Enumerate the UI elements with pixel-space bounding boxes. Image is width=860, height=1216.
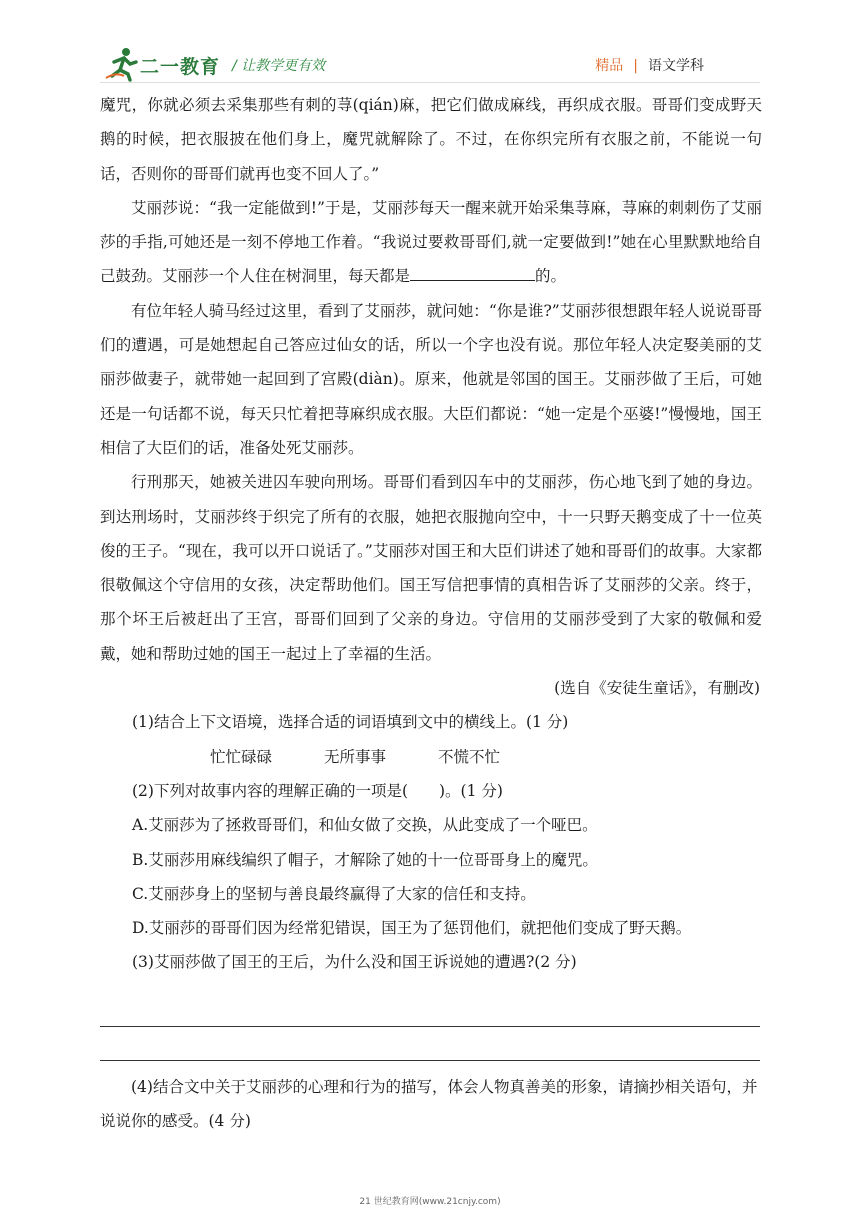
- source-citation: (选自《安徒生童话》，有删改): [554, 679, 760, 698]
- question-1: (1)结合上下文语境，选择合适的词语填到文中的横线上。(1 分): [132, 713, 569, 732]
- question-1-options: [100, 740, 762, 774]
- question-2: (2)下列对故事内容的理解正确的一项是( )。(1 分): [132, 781, 503, 800]
- slogan: / 让教学更有效: [232, 58, 326, 74]
- header-subject: [595, 55, 704, 75]
- question-2-option-c: C.艾丽莎身上的坚韧与善良最终赢得了大家的信任和支持。: [132, 884, 536, 903]
- question-2-option-a: A.艾丽莎为了拯救哥哥们，和仙女做了交换，从此变成了一个哑巴。: [132, 816, 598, 835]
- option-word: 忙忙碌碌: [210, 747, 273, 766]
- page-footer: 21 世纪教育网(www.21cnjy.com): [359, 1197, 501, 1207]
- page-header: [0, 0, 860, 88]
- paragraph-2-text: 艾丽莎说：“我一定能做到!”于是，艾丽莎每天一醒来就开始采集荨麻，荨麻的刺刺伤了艾丽莎的手指,可她还是一刻不停地工作着。“我说过要救哥哥们,就一定要做到!”她在心里默默地给自己鼓劲。艾丽莎一个人住在树洞里，每天都是: [100, 198, 762, 286]
- answer-line[interactable]: [100, 1060, 760, 1061]
- question-4-block: [100, 1070, 762, 1138]
- answer-line[interactable]: [100, 1026, 760, 1027]
- question-2-option-d: D.艾丽莎的哥哥们因为经常犯错误，国王为了惩罚他们，就把他们变成了野天鹅。: [132, 919, 692, 938]
- story-body: [100, 88, 762, 980]
- option-word: 无所事事: [324, 747, 387, 766]
- option-word: 不慌不忙: [438, 747, 501, 766]
- question-4: (4)结合文中关于艾丽莎的心理和行为的描写，体会人物真善美的形象，请摘抄相关语句，并说说你的感受。(4 分): [100, 1078, 758, 1130]
- running-man-logo-icon: [104, 46, 140, 82]
- quality-tag: 精品: [595, 58, 624, 74]
- fill-in-blank[interactable]: [410, 262, 535, 281]
- story-paragraph-4: 行刑那天，她被关进囚车驶向刑场。哥哥们看到囚车中的艾丽莎，伤心地飞到了她的身边。到达刑场时，艾丽莎终于织完了所有的衣服，她把衣服抛向空中，十一只野天鹅变成了十一位英俊的王子。“现在，我可以开口说话了。”艾丽莎对国王和大臣们讲述了她和哥哥们的故事。大家都很敬佩这个守信用的女孩，决定帮助他们。国王写信把事情的真相告诉了艾丽莎的父亲。终于，那个坏王后被赶出了王宫，哥哥们回到了父亲的身边。守信用的艾丽莎受到了大家的敬佩和爱戴，她和帮助过她的国王一起过上了幸福的生活。: [100, 473, 762, 663]
- subject-label: 语文学科: [648, 58, 704, 74]
- question-3: (3)艾丽莎做了国王的王后，为什么没和国王诉说她的遭遇?(2 分): [132, 953, 577, 972]
- story-paragraph-2: [100, 191, 762, 294]
- logo-text: 二一教育: [140, 56, 221, 78]
- paragraph-2-end: 的。: [535, 267, 567, 286]
- story-paragraph-3: 有位年轻人骑马经过这里，看到了艾丽莎，就问她：“你是谁?”艾丽莎很想跟年轻人说说哥哥们的遭遇，可是她想起自己答应过仙女的话，所以一个字也没有说。那位年轻人决定娶美丽的艾丽莎做妻子，就带她一起回到了宫殿(diàn)。原来，他就是邻国的国王。艾丽莎做了王后，可她还是一句话都不说，每天只忙着把荨麻织成衣服。大臣们都说：“她一定是个巫婆!”慢慢地，国王相信了大臣们的话，准备处死艾丽莎。: [100, 301, 762, 457]
- header-divider: [100, 82, 760, 83]
- header-separator: |: [633, 58, 638, 74]
- question-2-option-b: B.艾丽莎用麻线编织了帽子，才解除了她的十一位哥哥身上的魔咒。: [132, 850, 598, 869]
- story-paragraph-1: 魔咒，你就必须去采集那些有刺的荨(qián)麻，把它们做成麻线，再织成衣服。哥哥们变成野天鹅的时候，把衣服披在他们身上，魔咒就解除了。不过，在你织完所有衣服之前，不能说一句话，否则你的哥哥们就再也变不回人了。”: [100, 96, 762, 183]
